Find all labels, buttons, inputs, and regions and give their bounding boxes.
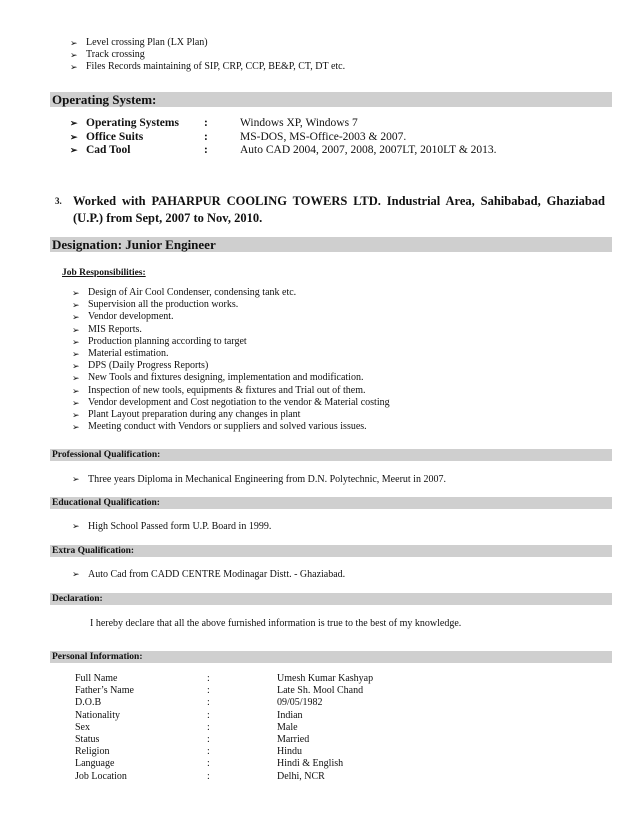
arrow-bullet-icon: ➢ — [72, 373, 80, 384]
extra-qualification-item: ➢ Auto Cad from CADD CENTRE Modinagar Distt. - Ghaziabad. — [72, 569, 346, 580]
arrow-bullet-icon: ➢ — [70, 118, 78, 128]
declaration-text: I hereby declare that all the above furnished information is true to the best of my knowledge. — [90, 618, 462, 629]
table-row: Full Name : Umesh Kumar Kashyap — [75, 673, 374, 684]
list-item: ➢ Design of Air Cool Condenser, condensing tank etc. — [72, 287, 297, 298]
table-row: Father’s Name : Late Sh. Mool Chand — [75, 685, 364, 697]
table-row: D.O.B : 09/05/1982 — [75, 697, 323, 709]
section-heading-extra-qualification: Extra Qualification: — [50, 545, 612, 557]
job-responsibilities-list — [72, 287, 390, 433]
section-heading-professional-qualification: Professional Qualification: — [50, 449, 612, 461]
educational-qualification-item: ➢ High School Passed form U.P. Board in 1999. — [72, 521, 272, 532]
list-item: ➢ Files Records maintaining of SIP, CRP, CCP, BE&P, CT, DT etc. — [70, 61, 346, 72]
arrow-bullet-icon: ➢ — [70, 145, 78, 155]
arrow-bullet-icon: ➢ — [72, 397, 80, 408]
list-item: ➢ MIS Reports. — [72, 323, 142, 335]
list-item: ➢ Vendor development. — [72, 311, 174, 323]
personal-information-table — [75, 673, 373, 783]
work-description: Worked with PAHARPUR COOLING TOWERS LTD. Industrial Area, Sahibabad, Ghaziabad (U.P.) from Sept, 2007 to Nov, 2010. — [73, 194, 605, 225]
entry-number: 3. — [55, 196, 62, 206]
arrow-bullet-icon: ➢ — [70, 62, 78, 72]
arrow-bullet-icon: ➢ — [72, 385, 80, 396]
list-item: ➢ Level crossing Plan (LX Plan) — [70, 37, 208, 48]
list-item: ➢ Inspection of new tools, equipments & fixtures and Trial out of them. — [72, 384, 366, 396]
table-row: ➢ Operating Systems : Windows XP, Windows 7 — [70, 117, 358, 129]
table-row: ➢ Office Suits : MS-DOS, MS-Office-2003 & 2007. — [70, 130, 407, 143]
list-item: ➢ Material estimation. — [72, 347, 169, 359]
arrow-bullet-icon: ➢ — [70, 50, 78, 60]
arrow-bullet-icon: ➢ — [72, 474, 80, 484]
arrow-bullet-icon: ➢ — [70, 38, 78, 48]
arrow-bullet-icon: ➢ — [72, 348, 80, 359]
table-row: ➢ Cad Tool : Auto CAD 2004, 2007, 2008, 2007LT, 2010LT & 2013. — [70, 144, 497, 156]
job-responsibilities-title: Job Responsibilities: — [62, 268, 146, 278]
section-heading-declaration: Declaration: — [50, 593, 612, 605]
arrow-bullet-icon: ➢ — [72, 569, 80, 579]
arrow-bullet-icon: ➢ — [72, 422, 80, 433]
list-item: ➢ Production planning according to target — [72, 335, 247, 347]
arrow-bullet-icon: ➢ — [72, 288, 80, 298]
work-experience-entry — [55, 193, 605, 227]
table-row: Job Location : Delhi, NCR — [75, 770, 325, 782]
list-item: ➢ DPS (Daily Progress Reports) — [72, 360, 209, 372]
top-bullet-list — [70, 37, 345, 73]
arrow-bullet-icon: ➢ — [72, 521, 80, 531]
arrow-bullet-icon: ➢ — [70, 131, 78, 142]
list-item: ➢ Track crossing — [70, 49, 145, 60]
table-row: Sex : Male — [75, 721, 298, 733]
arrow-bullet-icon: ➢ — [72, 361, 80, 372]
list-item: ➢ Plant Layout preparation during any changes in plant — [72, 408, 301, 420]
list-item: ➢ Supervision all the production works. — [72, 299, 239, 311]
section-heading-educational-qualification: Educational Qualification: — [50, 497, 612, 509]
arrow-bullet-icon: ➢ — [72, 409, 80, 420]
section-heading-designation: Designation: Junior Engineer — [50, 237, 612, 252]
list-item: ➢ New Tools and fixtures designing, implementation and modification. — [72, 372, 364, 384]
professional-qualification-item: ➢ Three years Diploma in Mechanical Engineering from D.N. Polytechnic, Meerut in 2007. — [72, 474, 446, 485]
list-item: ➢ Meeting conduct with Vendors or suppliers and solved various issues. — [72, 421, 367, 433]
operating-system-table — [70, 117, 497, 158]
arrow-bullet-icon: ➢ — [72, 300, 80, 311]
section-heading-operating-system: Operating System: — [50, 92, 612, 107]
list-item: ➢ Vendor development and Cost negotiation to the vendor & Material costing — [72, 396, 390, 408]
table-row: Language : Hindi & English — [75, 758, 344, 770]
section-heading-personal-information: Personal Information: — [50, 651, 612, 663]
arrow-bullet-icon: ➢ — [72, 312, 80, 323]
table-row: Nationality : Indian — [75, 709, 303, 721]
arrow-bullet-icon: ➢ — [72, 324, 80, 335]
arrow-bullet-icon: ➢ — [72, 336, 80, 347]
table-row: Religion : Hindu — [75, 746, 302, 758]
table-row: Status : Married — [75, 733, 310, 745]
